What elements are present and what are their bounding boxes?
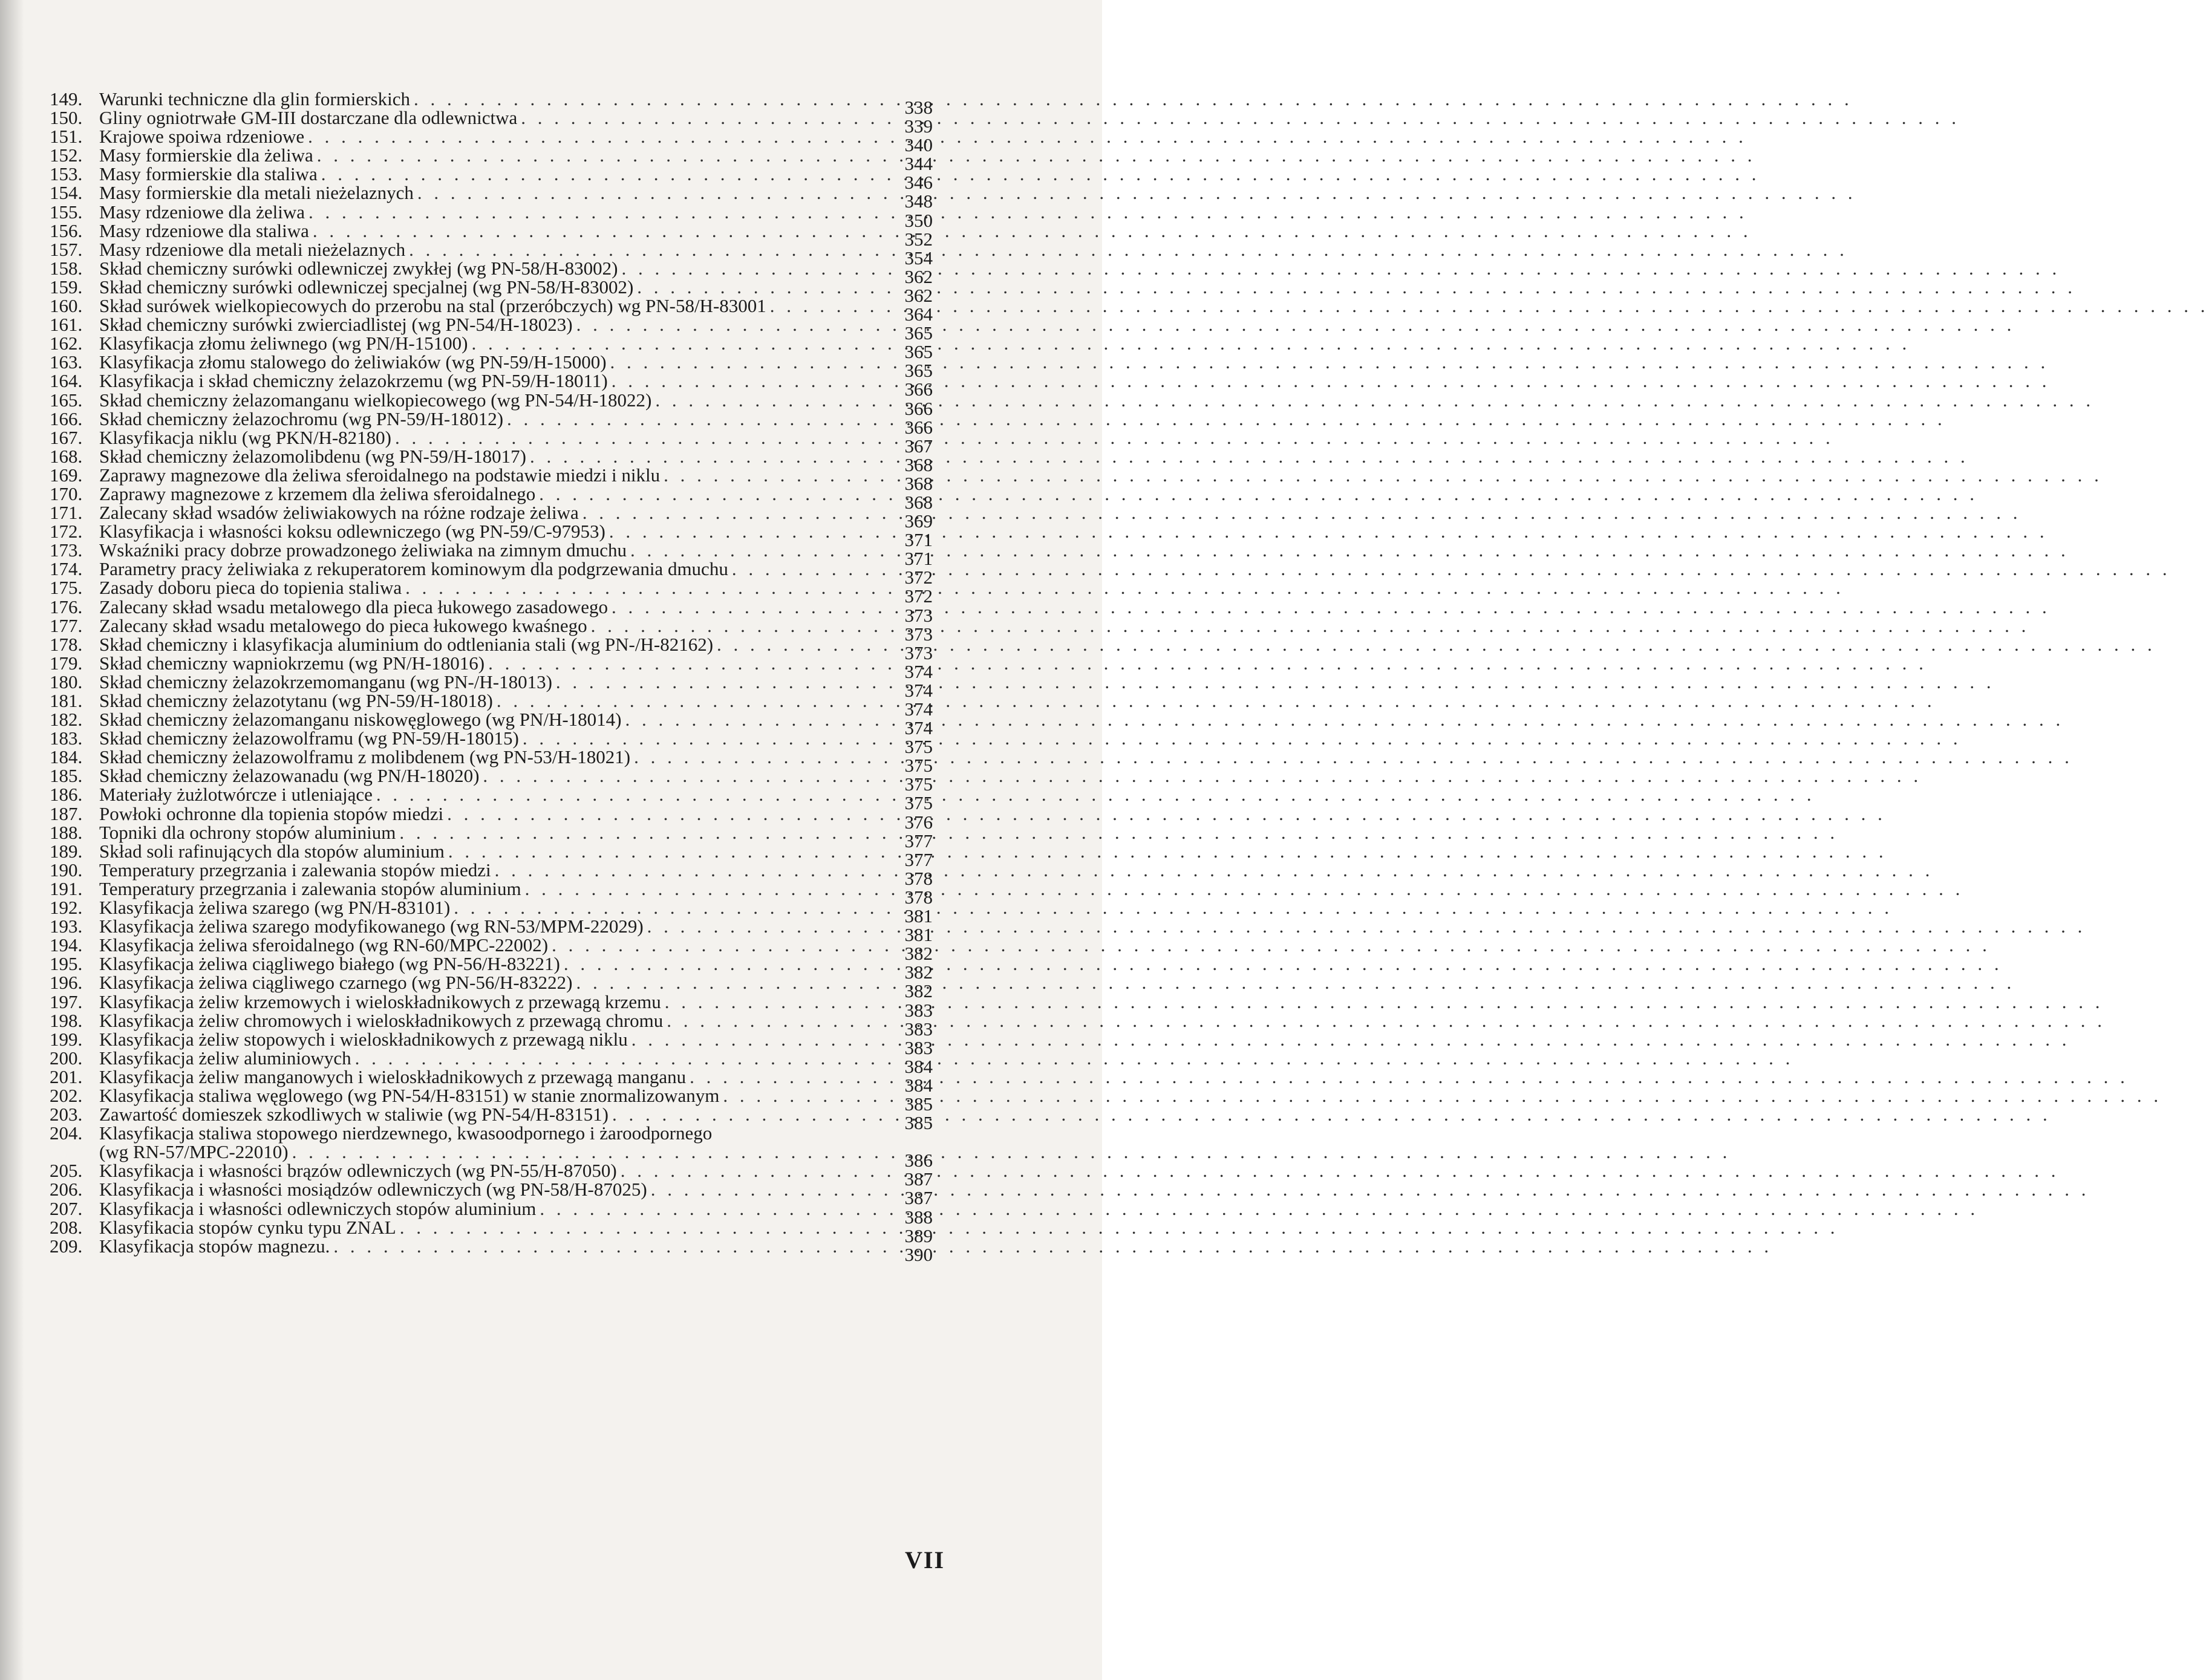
entry-number: 154. <box>50 182 83 204</box>
entry-title: Temperatury przegrzania i zalewania stopów miedzi <box>99 859 491 881</box>
entry-page-number: 374 <box>904 660 933 682</box>
entry-page-number: 377 <box>904 830 933 851</box>
entry-number: 173. <box>50 539 83 561</box>
dot-leader <box>690 1067 886 1086</box>
entry-page-number: 365 <box>904 322 933 344</box>
page-folio: VII <box>905 1546 945 1574</box>
entry-number: 174. <box>50 558 83 580</box>
entry-page-number: 378 <box>904 886 933 908</box>
entry-title: Klasyfikacja żeliwa ciągliwego białego (wg PN-56/H-83221) <box>99 953 560 975</box>
entry-title: Skład soli rafinujących dla stopów aluminium <box>99 840 445 862</box>
entry-page-number: 366 <box>904 379 933 400</box>
entry-title: Skład chemiczny i klasyfikacja aluminium do odtleniania stali (wg PN-/H-82162) <box>99 633 714 655</box>
entry-page-number: 366 <box>904 397 933 419</box>
entry-number: 158. <box>50 257 83 279</box>
entry-number: 164. <box>50 370 83 392</box>
entry-page-number: 367 <box>904 435 933 457</box>
entry-title: Masy formierskie dla staliwa <box>99 163 318 185</box>
entry-page-number: 384 <box>904 1074 933 1096</box>
entry-title: Parametry pracy żeliwiaka z rekuperatorem kominowym dla podgrzewania dmuchu <box>99 558 728 580</box>
dot-leader <box>395 428 886 447</box>
entry-number: 160. <box>50 295 83 317</box>
entry-title: Masy formierskie dla metali nieżelaznych <box>99 182 414 204</box>
entry-title: Masy rdzeniowe dla staliwa <box>99 220 309 241</box>
entry-page-number: 382 <box>904 943 933 965</box>
dot-leader <box>376 785 886 804</box>
entry-number: 208. <box>50 1216 83 1238</box>
entry-page-number: 338 <box>904 97 933 118</box>
entry-number: 191. <box>50 877 83 899</box>
entry-number: 180. <box>50 671 83 692</box>
entry-number: 166. <box>50 408 83 429</box>
dot-leader <box>621 259 886 278</box>
dot-leader <box>647 917 886 936</box>
entry-number: 175. <box>50 577 83 599</box>
entry-title: Zaprawy magnezowe z krzemem dla żeliwa sferoidalnego <box>99 483 536 504</box>
entry-number: 168. <box>50 445 83 467</box>
dot-leader <box>308 127 886 146</box>
dot-leader <box>770 296 886 315</box>
dot-leader <box>405 578 886 597</box>
entry-title: Klasyfikacja żeliwa ciągliwego czarnego (wg PN-56/H-83222) <box>99 972 573 994</box>
entry-title: Klasyfikacja żeliw chromowych i wieloskładnikowych z przewagą chromu <box>99 1009 664 1031</box>
entry-number: 204. <box>50 1122 83 1144</box>
entry-page-number: 375 <box>904 736 933 758</box>
entry-number: 190. <box>50 859 83 881</box>
dot-leader <box>612 597 886 616</box>
entry-title: Klasyfikacja i własności koksu odlewniczego (wg PN-59/C-97953) <box>99 521 605 542</box>
entry-page-number: 362 <box>904 284 933 306</box>
dot-leader <box>414 90 886 108</box>
entry-title: Skład chemiczny żelazowolframu z molibdenem (wg PN-53/H-18021) <box>99 746 631 768</box>
dot-leader <box>447 804 886 823</box>
dot-leader <box>609 522 886 541</box>
entry-title: Zasady doboru pieca do topienia staliwa <box>99 577 402 599</box>
dot-leader <box>665 992 886 1011</box>
dot-leader <box>321 164 886 183</box>
entry-title: Topniki dla ochrony stopów aluminium <box>99 821 396 843</box>
entry-page-number: 381 <box>904 905 933 927</box>
entry-number: 177. <box>50 614 83 636</box>
entry-title: Masy rdzeniowe dla żeliwa <box>99 201 305 223</box>
entry-page-number: 373 <box>904 623 933 645</box>
dot-leader <box>556 672 886 691</box>
entry-page-number: 375 <box>904 792 933 814</box>
dot-leader <box>651 1180 886 1199</box>
entry-page-number: 383 <box>904 999 933 1021</box>
dot-leader <box>292 1142 886 1161</box>
entry-page-number: 377 <box>904 848 933 870</box>
entry-title: Skład chemiczny żelazomanganu niskowęglowego (wg PN/H-18014) <box>99 709 622 731</box>
entry-title: Gliny ogniotrwałe GM-III dostarczane dla odlewnictwa <box>99 107 518 129</box>
dot-leader <box>525 879 886 898</box>
entry-number: 192. <box>50 897 83 919</box>
entry-title: Klasyfikacja żeliw manganowych i wieloskładnikowych z przewagą manganu <box>99 1066 687 1087</box>
entry-title: Klasyfikacja złomu stalowego do żeliwiaków (wg PN-59/H-15000) <box>99 351 607 373</box>
entry-title: Klasyfikacja i skład chemiczny żelazokrzemu (wg PN-59/H-18011) <box>99 370 608 392</box>
entry-page-number: 339 <box>904 116 933 137</box>
entry-page-number: 387 <box>904 1168 933 1190</box>
entry-number: 202. <box>50 1084 83 1106</box>
dot-leader <box>472 334 886 353</box>
entry-number: 194. <box>50 934 83 956</box>
entry-title: Skład chemiczny żelazotytanu (wg PN-59/H-18018) <box>99 690 493 711</box>
dot-leader <box>400 1218 886 1237</box>
entry-page-number: 387 <box>904 1187 933 1209</box>
dot-leader <box>637 278 886 296</box>
dot-leader <box>621 1161 886 1180</box>
entry-number: 151. <box>50 126 83 148</box>
entry-title: Zaprawy magnezowe dla żeliwa sferoidalnego na podstawie miedzi i niklu <box>99 464 661 486</box>
dot-leader <box>552 936 886 954</box>
entry-number: 198. <box>50 1009 83 1031</box>
entry-title: Zalecany skład wsadu metalowego dla pieca łukowego zasadowego <box>99 596 608 617</box>
entry-title: Skład chemiczny żelazowanadu (wg PN/H-18020) <box>99 765 480 787</box>
dot-leader <box>497 691 886 710</box>
dot-leader <box>313 221 886 240</box>
entry-title: Zalecany skład wsadów żeliwiakowych na różne rodzaje żeliwa <box>99 502 579 524</box>
entry-number: 207. <box>50 1197 83 1219</box>
entry-number: 197. <box>50 991 83 1012</box>
entry-number: 181. <box>50 690 83 711</box>
entry-title: Temperatury przegrzania i zalewania stopów aluminium <box>99 877 521 899</box>
dot-leader <box>631 1030 886 1049</box>
entry-number: 189. <box>50 840 83 862</box>
entry-number: 184. <box>50 746 83 768</box>
entry-number: 153. <box>50 163 83 185</box>
entry-page-number: 366 <box>904 416 933 438</box>
entry-page-number: 364 <box>904 304 933 325</box>
entry-page-number: 372 <box>904 585 933 607</box>
dot-leader <box>317 146 886 164</box>
dot-leader <box>576 973 886 992</box>
entry-number: 162. <box>50 333 83 354</box>
entry-number: 195. <box>50 953 83 975</box>
entry-number: 200. <box>50 1047 83 1069</box>
entry-number: 203. <box>50 1104 83 1125</box>
entry-number: 152. <box>50 145 83 166</box>
entry-number: 187. <box>50 803 83 824</box>
entry-number: 157. <box>50 238 83 260</box>
entry-title: Klasyfikacja i własności brązów odlewniczych (wg PN-55/H-87050) <box>99 1160 617 1182</box>
dot-leader <box>630 541 886 559</box>
entry-number: 171. <box>50 502 83 524</box>
entry-title: Klasyfikacja staliwa węglowego (wg PN-54/H-83151) w stanie znormalizowanym <box>99 1084 720 1106</box>
entry-page-number: 352 <box>904 228 933 250</box>
dot-leader <box>655 391 886 409</box>
entry-title: Zalecany skład wsadu metalowego do pieca łukowego kwaśnego <box>99 614 587 636</box>
entry-title: Masy formierskie dla żeliwa <box>99 145 313 166</box>
entry-number: 170. <box>50 483 83 504</box>
entry-page-number: 362 <box>904 265 933 287</box>
entry-number: 178. <box>50 633 83 655</box>
entry-page-number: 368 <box>904 454 933 475</box>
entry-title: Skład surówek wielkopiecowych do przerobu na stal (przeróbczych) wg PN-58/H-83001 <box>99 295 766 317</box>
entry-number: 199. <box>50 1028 83 1050</box>
dot-leader <box>539 484 886 503</box>
entry-title: Klasyfikacja żeliw stopowych i wieloskładnikowych z przewagą niklu <box>99 1028 628 1050</box>
dot-leader <box>399 823 886 842</box>
entry-page-number: 365 <box>904 341 933 363</box>
entry-number: 188. <box>50 821 83 843</box>
dot-leader <box>612 1105 886 1124</box>
entry-number: 196. <box>50 972 83 994</box>
entry-title: Klasyfikacja żeliw aluminiowych <box>99 1047 351 1069</box>
dot-leader <box>448 842 886 861</box>
entry-title: Skład chemiczny surówki odlewniczej specjalnej (wg PN-58/H-83002) <box>99 276 634 298</box>
entry-title: (wg RN-57/MPC-22010) <box>99 1141 289 1163</box>
entry-title: Skład chemiczny surówki zwierciadlistej (wg PN-54/H-18023) <box>99 314 573 336</box>
entry-number: 156. <box>50 220 83 241</box>
dot-leader <box>564 954 886 973</box>
entry-title: Klasyfikacja i własności mosiądzów odlewniczych (wg PN-58/H-87025) <box>99 1179 647 1200</box>
entry-title: Klasyfikacja żeliwa sferoidalnego (wg RN-60/MPC-22002) <box>99 934 549 956</box>
entry-page-number: 381 <box>904 924 933 946</box>
entry-page-number: 385 <box>904 1112 933 1134</box>
entry-title: Powłoki ochronne dla topienia stopów miedzi <box>99 803 444 824</box>
dot-leader <box>540 1199 886 1218</box>
entry-page-number: 376 <box>904 811 933 833</box>
dot-leader <box>612 371 886 390</box>
entry-title: Skład chemiczny żelazomanganu wielkopiecowego (wg PN-54/H-18022) <box>99 389 652 411</box>
entry-title: Krajowe spoiwa rdzeniowe <box>99 126 305 148</box>
entry-number: 186. <box>50 784 83 806</box>
dot-leader <box>530 447 886 466</box>
entry-page-number: 373 <box>904 642 933 663</box>
dot-leader <box>507 409 886 428</box>
entry-number: 183. <box>50 728 83 749</box>
dot-leader <box>576 315 886 334</box>
entry-page-number: 382 <box>904 980 933 1002</box>
entry-number: 176. <box>50 596 83 617</box>
entry-page-number: 373 <box>904 604 933 626</box>
entry-number: 149. <box>50 88 83 109</box>
entry-number: 209. <box>50 1235 83 1257</box>
dot-leader <box>732 559 886 578</box>
entry-page-number: 374 <box>904 717 933 739</box>
entry-title: Warunki techniczne dla glin formierskich <box>99 88 410 109</box>
entry-page-number: 374 <box>904 679 933 701</box>
dot-leader <box>417 183 886 202</box>
entry-title: Skład chemiczny żelazomolibdenu (wg PN-59/H-18017) <box>99 445 526 467</box>
entry-page-number: 350 <box>904 209 933 231</box>
document-page <box>0 0 1102 1680</box>
entry-number: 161. <box>50 314 83 336</box>
entry-page-number: 374 <box>904 698 933 720</box>
entry-title: Masy rdzeniowe dla metali nieżelaznych <box>99 238 406 260</box>
entry-page-number: 365 <box>904 360 933 382</box>
entry-title: Klasyfikacja niklu (wg PKN/H-82180) <box>99 426 391 448</box>
entry-number: 155. <box>50 201 83 223</box>
entry-page-number: 383 <box>904 1018 933 1040</box>
entry-number: 206. <box>50 1179 83 1200</box>
entry-number: 167. <box>50 426 83 448</box>
table-of-contents <box>50 88 933 1265</box>
entry-number: 205. <box>50 1160 83 1182</box>
entry-title: Skład chemiczny żelazochromu (wg PN-59/H-18012) <box>99 408 504 429</box>
dot-leader <box>483 766 886 785</box>
entry-number: 159. <box>50 276 83 298</box>
dot-leader <box>667 1011 886 1030</box>
entry-title: Materiały żużlotwórcze i utleniające <box>99 784 373 806</box>
entry-page-number: 375 <box>904 773 933 795</box>
entry-number: 179. <box>50 652 83 674</box>
entry-title: Skład chemiczny żelazowolframu (wg PN-59/H-18015) <box>99 728 519 749</box>
dot-leader <box>355 1049 886 1067</box>
toc-entry <box>50 1124 933 1142</box>
entry-title: Skład chemiczny wapniokrzemu (wg PN/H-18016) <box>99 652 485 674</box>
entry-title: Klasyfikacia stopów cynku typu ZNAL <box>99 1216 396 1238</box>
entry-title: Klasyfikacja żeliwa szarego (wg PN/H-83101) <box>99 897 451 919</box>
dot-leader <box>454 898 886 917</box>
entry-number: 169. <box>50 464 83 486</box>
dot-leader <box>409 240 886 259</box>
dot-leader <box>488 654 886 672</box>
dot-leader <box>625 710 886 729</box>
dot-leader <box>717 635 886 654</box>
entry-number: 165. <box>50 389 83 411</box>
entry-page-number: 388 <box>904 1206 933 1228</box>
dot-leader <box>582 503 886 522</box>
entry-page-number: 385 <box>904 1093 933 1115</box>
entry-number: 150. <box>50 107 83 129</box>
entry-title: Skład chemiczny żelazokrzemomanganu (wg PN-/H-18013) <box>99 671 552 692</box>
dot-leader <box>610 353 886 371</box>
entry-title: Klasyfikacja i własności odlewniczych stopów aluminium <box>99 1197 537 1219</box>
entry-page-number: 371 <box>904 529 933 551</box>
dot-leader <box>523 729 886 747</box>
entry-number: 193. <box>50 916 83 937</box>
entry-title: Klasyfikacja stopów magnezu. <box>99 1235 330 1257</box>
entry-page-number: 371 <box>904 548 933 570</box>
dot-leader <box>634 747 886 766</box>
entry-page-number: 368 <box>904 491 933 513</box>
entry-title: Klasyfikacja żeliw krzemowych i wieloskładnikowych z przewagą krzemu <box>99 991 661 1012</box>
dot-leader <box>723 1086 886 1105</box>
dot-leader <box>495 861 886 879</box>
entry-number: 172. <box>50 521 83 542</box>
entry-page-number: 340 <box>904 134 933 156</box>
entry-page-number: 384 <box>904 1055 933 1077</box>
entry-number: 163. <box>50 351 83 373</box>
entry-page-number: 383 <box>904 1037 933 1058</box>
entry-title: Wskaźniki pracy dobrze prowadzonego żeliwiaka na zimnym dmuchu <box>99 539 627 561</box>
dot-leader <box>664 466 886 484</box>
dot-leader <box>591 616 886 635</box>
entry-number: 201. <box>50 1066 83 1087</box>
entry-number: 185. <box>50 765 83 787</box>
dot-leader <box>308 203 886 221</box>
entry-page-number: 368 <box>904 472 933 494</box>
entry-page-number: 382 <box>904 962 933 983</box>
entry-title: Skład chemiczny surówki odlewniczej zwykłej (wg PN-58/H-83002) <box>99 257 618 279</box>
entry-page-number: 354 <box>904 247 933 269</box>
entry-page-number: 386 <box>904 1150 933 1171</box>
entry-title: Klasyfikacja złomu żeliwnego (wg PN/H-15100) <box>99 333 468 354</box>
entry-page-number: 372 <box>904 567 933 588</box>
entry-page-number: 344 <box>904 153 933 175</box>
entry-number: 182. <box>50 709 83 731</box>
entry-title: Klasyfikacja żeliwa szarego modyfikowanego (wg RN-53/MPM-22029) <box>99 916 644 937</box>
entry-page-number: 378 <box>904 867 933 889</box>
dot-leader <box>333 1237 886 1255</box>
entry-page-number: 369 <box>904 510 933 532</box>
entry-page-number: 348 <box>904 190 933 212</box>
entry-page-number: 375 <box>904 755 933 777</box>
entry-page-number: 389 <box>904 1225 933 1246</box>
entry-title: Zawartość domieszek szkodliwych w staliwie (wg PN-54/H-83151) <box>99 1104 609 1125</box>
entry-title: Klasyfikacja staliwa stopowego nierdzewnego, kwasoodpornego i żaroodpornego <box>99 1122 713 1144</box>
entry-page-number: 390 <box>904 1243 933 1265</box>
dot-leader <box>521 108 886 127</box>
entry-page-number: 346 <box>904 172 933 194</box>
